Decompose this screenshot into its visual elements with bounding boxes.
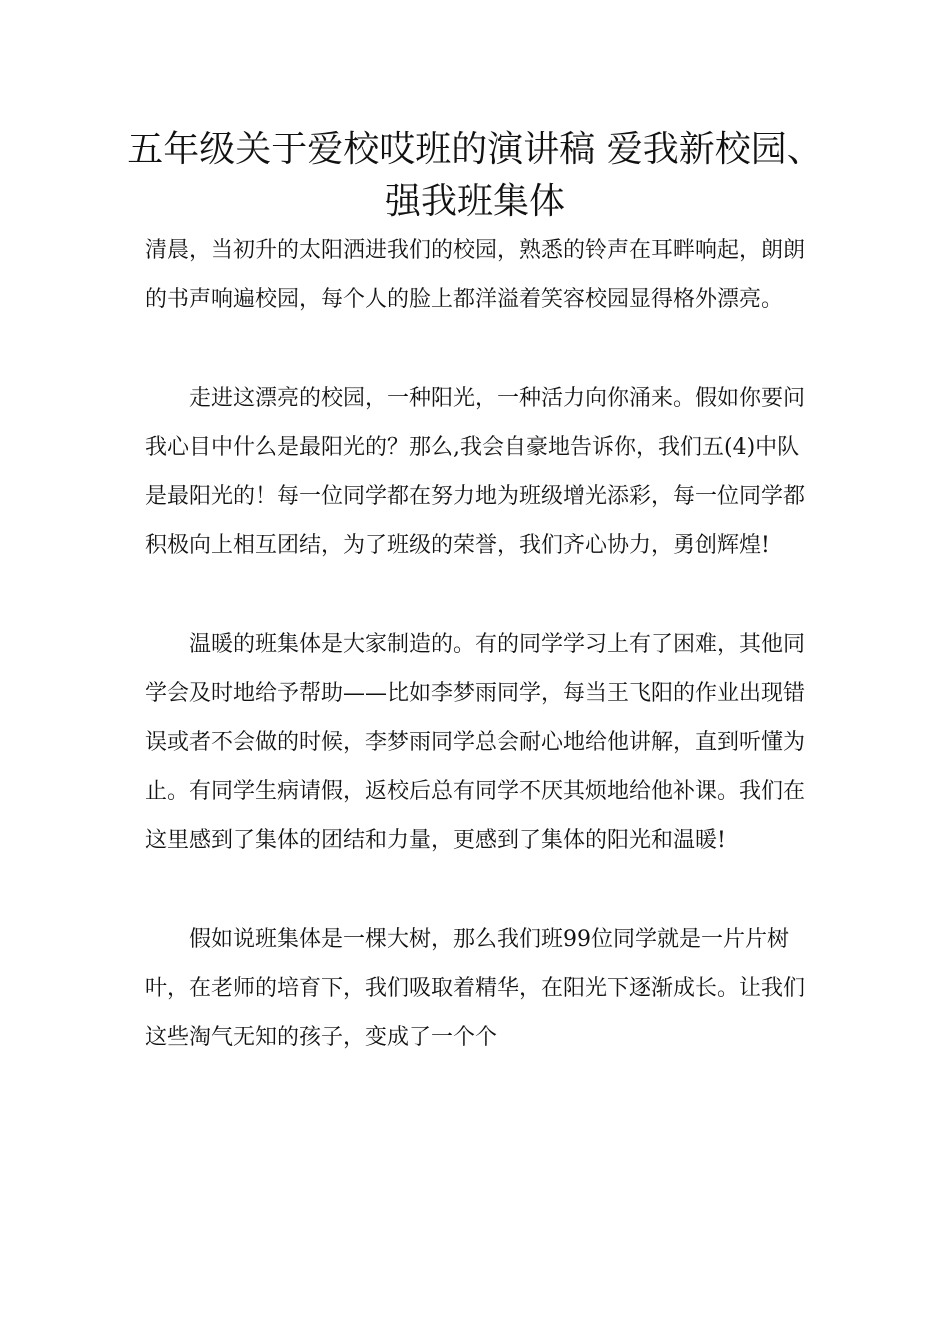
- document-title: 五年级关于爱校哎班的演讲稿 爱我新校园、强我班集体: [127, 129, 823, 222]
- paragraph-2: 走进这漂亮的校园，一种阳光，一种活力向你涌来。假如你要问我心目中什么是最阳光的？那么,我会自豪地告诉你，我们五(4)中队是最阳光的！每一位同学都在努力地为班级增光添彩，每一位同学都积极向上相互团结，为了班级的荣誉，我们齐心协力，勇创辉煌!: [145, 386, 806, 558]
- paragraph-1: 清晨，当初升的太阳洒进我们的校园，熟悉的铃声在耳畔响起，朗朗的书声响遍校园，每个人的脸上都洋溢着笑容校园显得格外漂亮。: [145, 238, 806, 312]
- paragraph-4: 假如说班集体是一棵大树，那么我们班99位同学就是一片片树叶，在老师的培育下，我们吸取着精华，在阳光下逐渐成长。让我们这些淘气无知的孩子，变成了一个个: [145, 927, 806, 1050]
- paragraph-3: 温暖的班集体是大家制造的。有的同学学习上有了困难，其他同学会及时地给予帮助——比如李梦雨同学，每当王飞阳的作业出现错误或者不会做的时候，李梦雨同学总会耐心地给他讲解，直到听懂为止。有同学生病请假，返校后总有同学不厌其烦地给他补课。我们在这里感到了集体的团结和力量，更感到了集体的阳光和温暖!: [145, 632, 806, 853]
- document-body: [145, 226, 810, 1062]
